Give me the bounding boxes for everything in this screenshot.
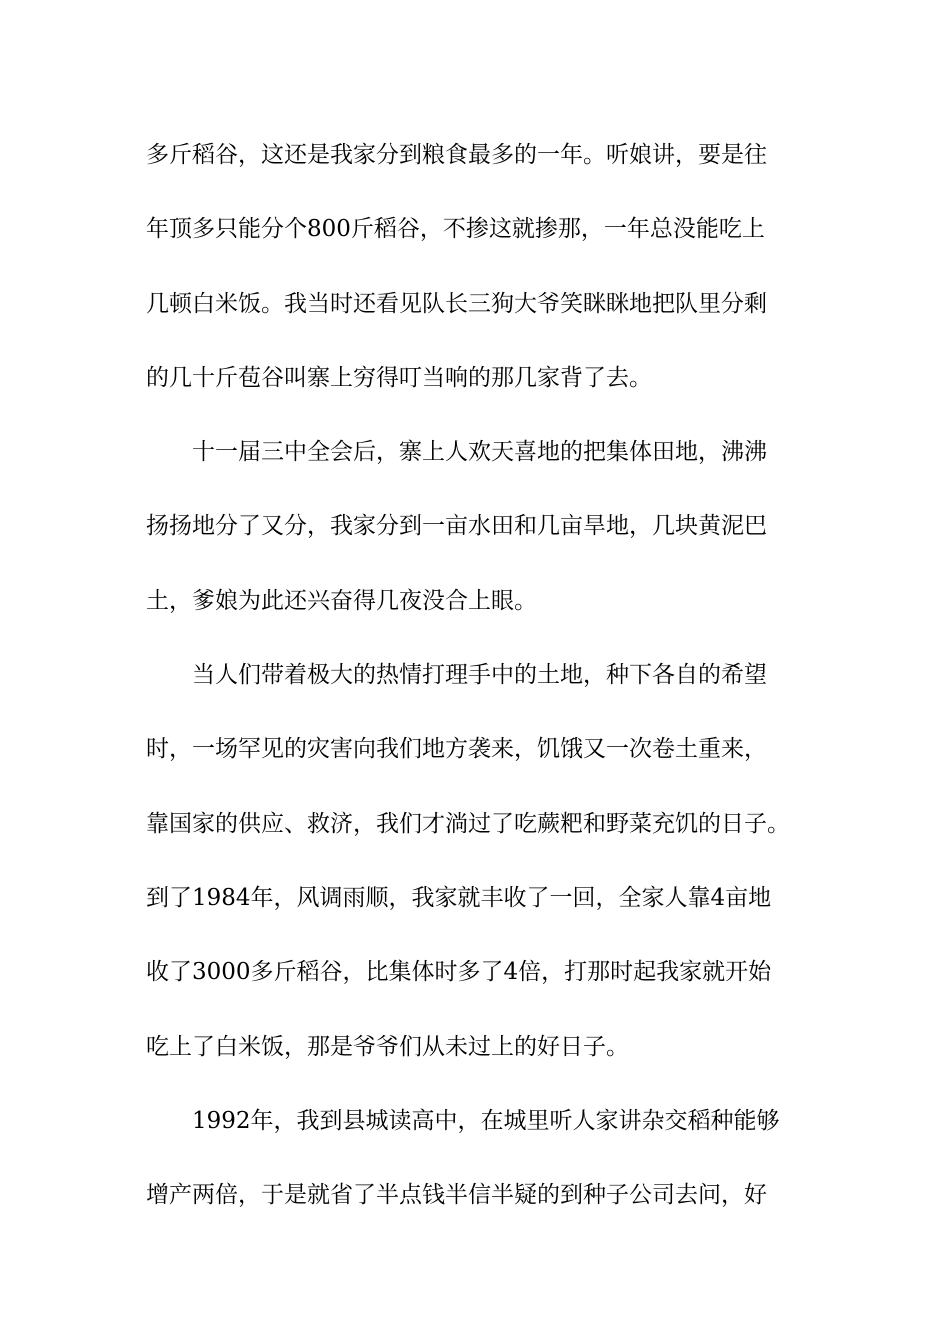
paragraph-start-line: 当人们带着极大的热情打理手中的土地，种下各自的希望 <box>192 662 767 689</box>
text-line: 时，一场罕见的灾害向我们地方袭来，饥饿又一次卷土重来， <box>146 736 767 763</box>
text-line: 靠国家的供应、救济，我们才淌过了吃蕨粑和野菜充饥的日子。 <box>146 810 790 837</box>
text-line: 多斤稻谷，这还是我家分到粮食最多的一年。听娘讲，要是往 <box>146 142 767 168</box>
text-line: 增产两倍，于是就省了半点钱半信半疑的到种子公司去问，好 <box>146 1182 767 1209</box>
text-line: 的几十斤苞谷叫寨上穷得叮当响的那几家背了去。 <box>146 364 652 391</box>
paragraph-start-line: 1992年，我到县城读高中，在城里听人家讲杂交稻种能够 <box>192 1107 780 1134</box>
text-line: 到了1984年，风调雨顺，我家就丰收了一回，全家人靠4亩地 <box>146 884 772 911</box>
text-line: 收了3000多斤稻谷，比集体时多了4倍，打那时起我家就开始 <box>146 959 772 986</box>
text-line: 吃上了白米饭，那是爷爷们从未过上的好日子。 <box>146 1033 629 1060</box>
text-line: 年顶多只能分个800斤稻谷，不掺这就掺那，一年总没能吃上 <box>146 216 765 243</box>
text-line: 土，爹娘为此还兴奋得几夜没合上眼。 <box>146 587 537 614</box>
paragraph-start-line: 十一届三中全会后，寨上人欢天喜地的把集体田地，沸沸 <box>192 439 767 466</box>
document-text <box>146 118 826 1232</box>
text-line: 扬扬地分了又分，我家分到一亩水田和几亩旱地，几块黄泥巴 <box>146 513 767 540</box>
text-line: 几顿白米饭。我当时还看见队长三狗大爷笑眯眯地把队里分剩 <box>146 290 767 317</box>
